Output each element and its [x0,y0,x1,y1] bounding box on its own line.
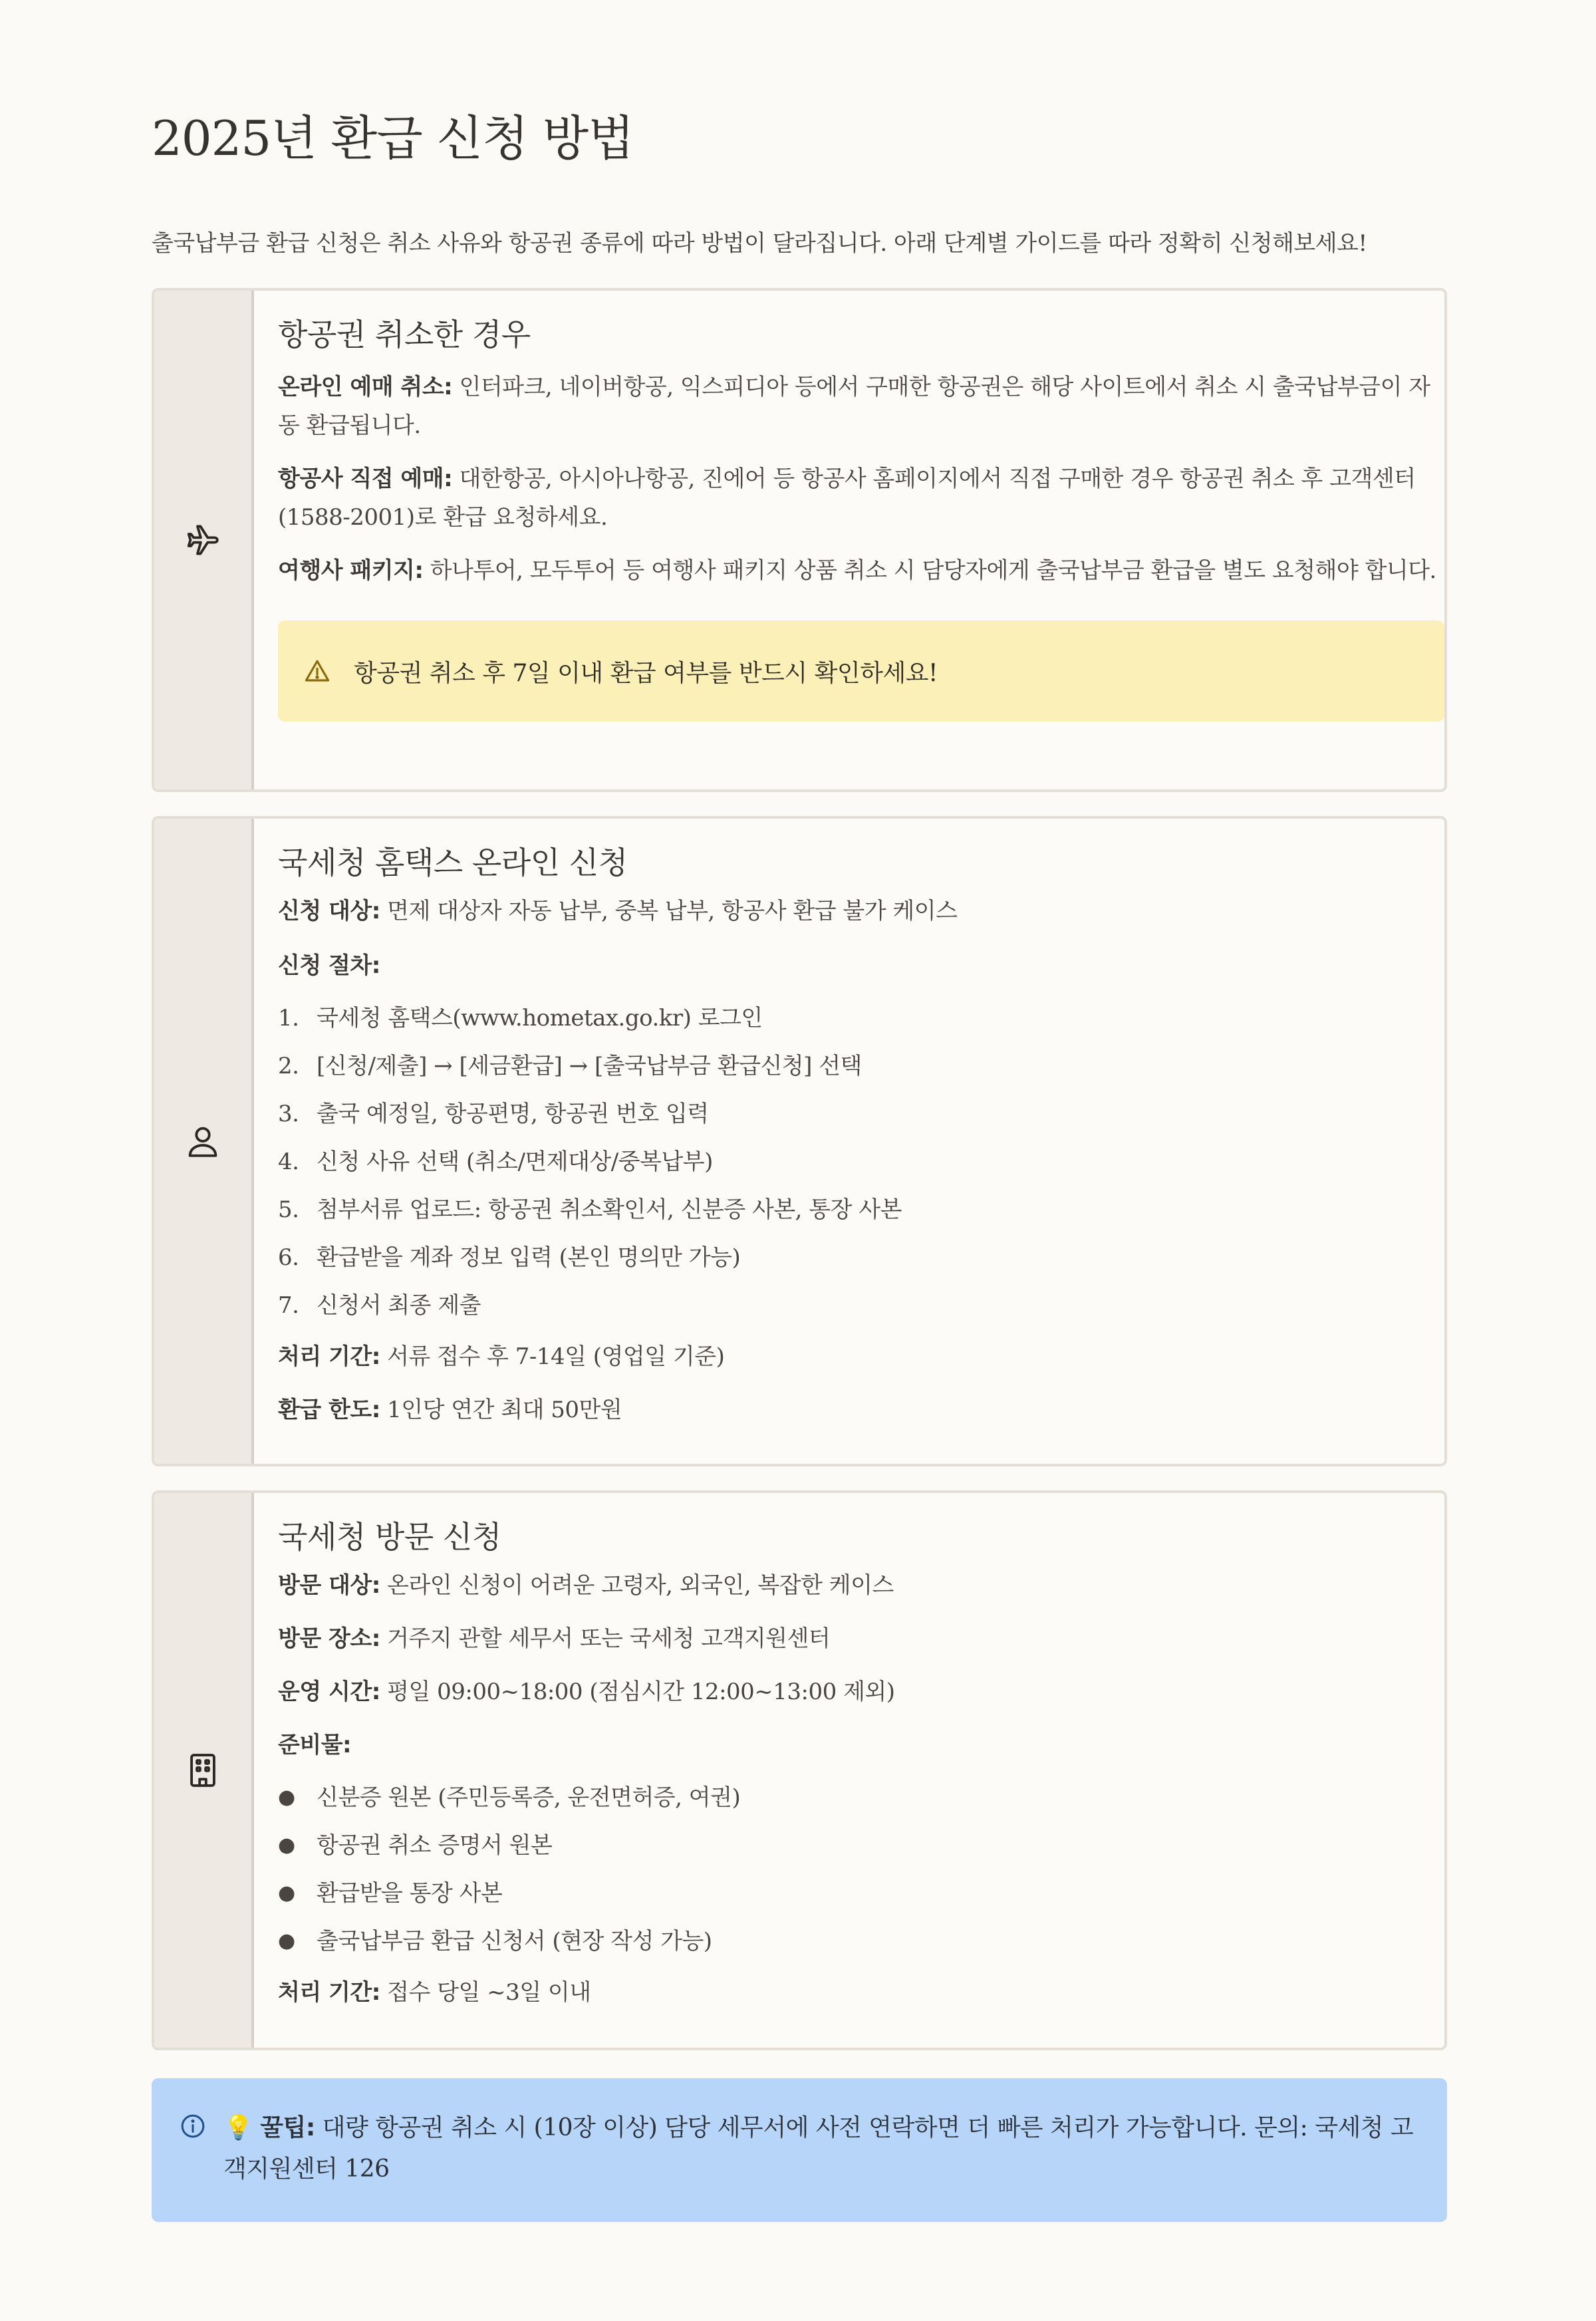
intro-text: 출국납부금 환급 신청은 취소 사유와 항공권 종류에 따라 방법이 달라집니다. 아래 단계별 가이드를 따라 정확히 신청해보세요! [152,230,1367,257]
office-hours [278,1673,1444,1711]
steps-list [278,994,1444,1329]
step-number: 1. [278,1005,299,1031]
step-number: 7. [278,1292,299,1319]
card-title: 국세청 홈택스 온라인 신청 [278,845,628,881]
list-item [278,1869,1444,1917]
refund-limit [278,1391,1444,1429]
card-body [254,819,1444,1464]
list-item [278,1917,1444,1965]
field-value: 거주지 관할 세무서 또는 국세청 고객지원센터 [380,1625,831,1652]
step-number: 2. [278,1053,299,1079]
item-airline [278,460,1444,537]
card-rail [154,1493,254,2048]
card-body [254,291,1444,789]
card-title: 항공권 취소한 경우 [278,317,531,352]
field-label: 처리 기간: [278,1343,380,1370]
field-value: 온라인 신청이 어려운 고령자, 외국인, 복잡한 케이스 [380,1572,894,1599]
card-flight-cancel [152,288,1447,792]
step-text: 신청 사유 선택 (취소/면제대상/중복납부) [317,1149,713,1175]
list-item [278,1774,1444,1822]
item-text: 대한항공, 아시아나항공, 진에어 등 항공사 홈페이지에서 직접 구매한 경우 항공권 취소 후 고객센터(1588-2001)로 환급 요청하세요. [278,466,1416,531]
step-text: 신청서 최종 제출 [317,1292,481,1319]
bullet: ● [278,1929,295,1953]
card-hometax-online [152,816,1447,1466]
prep-list [278,1774,1444,1965]
field-label: 방문 대상: [278,1572,380,1599]
list-item [278,1234,1444,1282]
step-text: 출국 예정일, 항공편명, 항공권 번호 입력 [317,1101,709,1127]
prep-text: 환급받을 통장 사본 [317,1880,503,1907]
item-text: 하나투어, 모두투어 등 여행사 패키지 상품 취소 시 담당자에게 출국납부금 환급을 별도 요청해야 합니다. [423,557,1436,584]
card-title: 국세청 방문 신청 [278,1519,501,1555]
visit-place [278,1619,1444,1658]
field-value: 1인당 연간 최대 50만원 [380,1397,622,1423]
prep-text: 신분증 원본 (주민등록증, 운전면허증, 여권) [317,1784,741,1811]
field-label: 방문 장소: [278,1625,380,1652]
lightbulb-icon: 💡 [223,2114,253,2141]
step-number: 6. [278,1244,299,1271]
bullet: ● [278,1786,295,1809]
step-number: 3. [278,1101,299,1127]
field-label: 환급 한도: [278,1397,380,1423]
field-value: 평일 09:00~18:00 (점심시간 12:00~13:00 제외) [380,1679,895,1705]
prep-text: 출국납부금 환급 신청서 (현장 작성 가능) [317,1928,712,1955]
item-label: 여행사 패키지: [278,557,424,584]
list-item [278,1282,1444,1329]
field-label: 신청 대상: [278,898,380,924]
warning-icon [303,657,331,685]
steps-heading [278,946,1444,985]
visit-processing-period [278,1973,1444,2012]
step-text: [신청/제출] → [세금환급] → [출국납부금 환급신청] 선택 [317,1053,862,1079]
apply-target [278,892,1444,930]
list-item [278,994,1444,1042]
tip-text [223,2108,1415,2190]
step-text: 국세청 홈택스(www.hometax.go.kr) 로그인 [317,1005,763,1031]
field-label: 신청 절차: [278,952,380,979]
prep-text: 항공권 취소 증명서 원본 [317,1832,553,1859]
list-item [278,1186,1444,1234]
processing-period [278,1337,1444,1376]
item-label: 온라인 예매 취소: [278,374,453,400]
field-label: 운영 시간: [278,1679,380,1705]
step-text: 환급받을 계좌 정보 입력 (본인 명의만 가능) [317,1244,741,1271]
item-text: 인터파크, 네이버항공, 익스피디아 등에서 구매한 항공권은 해당 사이트에서 취소 시 출국납부금이 자동 환급됩니다. [278,374,1430,439]
warning-callout [278,620,1444,722]
airplane-icon [184,521,222,559]
item-label: 항공사 직접 예매: [278,466,453,492]
visit-target [278,1566,1444,1605]
field-value: 서류 접수 후 7-14일 (영업일 기준) [380,1343,725,1370]
step-number: 4. [278,1149,299,1175]
step-text: 첨부서류 업로드: 항공권 취소확인서, 신분증 사본, 통장 사본 [317,1196,902,1223]
field-label: 준비물: [278,1732,352,1758]
field-value: 접수 당일 ~3일 이내 [380,1979,591,2006]
page-title: 2025년 환급 신청 방법 [152,110,634,166]
field-value: 면제 대상자 자동 납부, 중복 납부, 항공사 환급 불가 케이스 [380,898,958,924]
item-package [278,551,1444,590]
tip-body: 대량 항공권 취소 시 (10장 이상) 담당 세무서에 사전 연락하면 더 빠른 처리가 가능합니다. 문의: 국세청 고객지원센터 126 [223,2114,1414,2183]
warning-text: 항공권 취소 후 7일 이내 환급 여부를 반드시 확인하세요! [354,659,938,687]
list-item [278,1042,1444,1090]
list-item [278,1090,1444,1138]
bullet: ● [278,1881,295,1905]
user-icon [184,1122,222,1160]
bullet: ● [278,1834,295,1857]
list-item [278,1138,1444,1186]
card-rail [154,819,254,1464]
item-online [278,368,1444,445]
step-number: 5. [278,1196,299,1223]
card-office-visit [152,1490,1447,2050]
tip-label: 꿀팁: [260,2114,315,2141]
card-rail [154,291,254,789]
field-label: 처리 기간: [278,1979,380,2006]
card-body [254,1493,1444,2048]
building-icon [184,1751,222,1790]
list-item [278,1822,1444,1869]
info-icon [180,2113,206,2139]
tip-callout [152,2078,1447,2222]
prep-heading [278,1726,1444,1764]
